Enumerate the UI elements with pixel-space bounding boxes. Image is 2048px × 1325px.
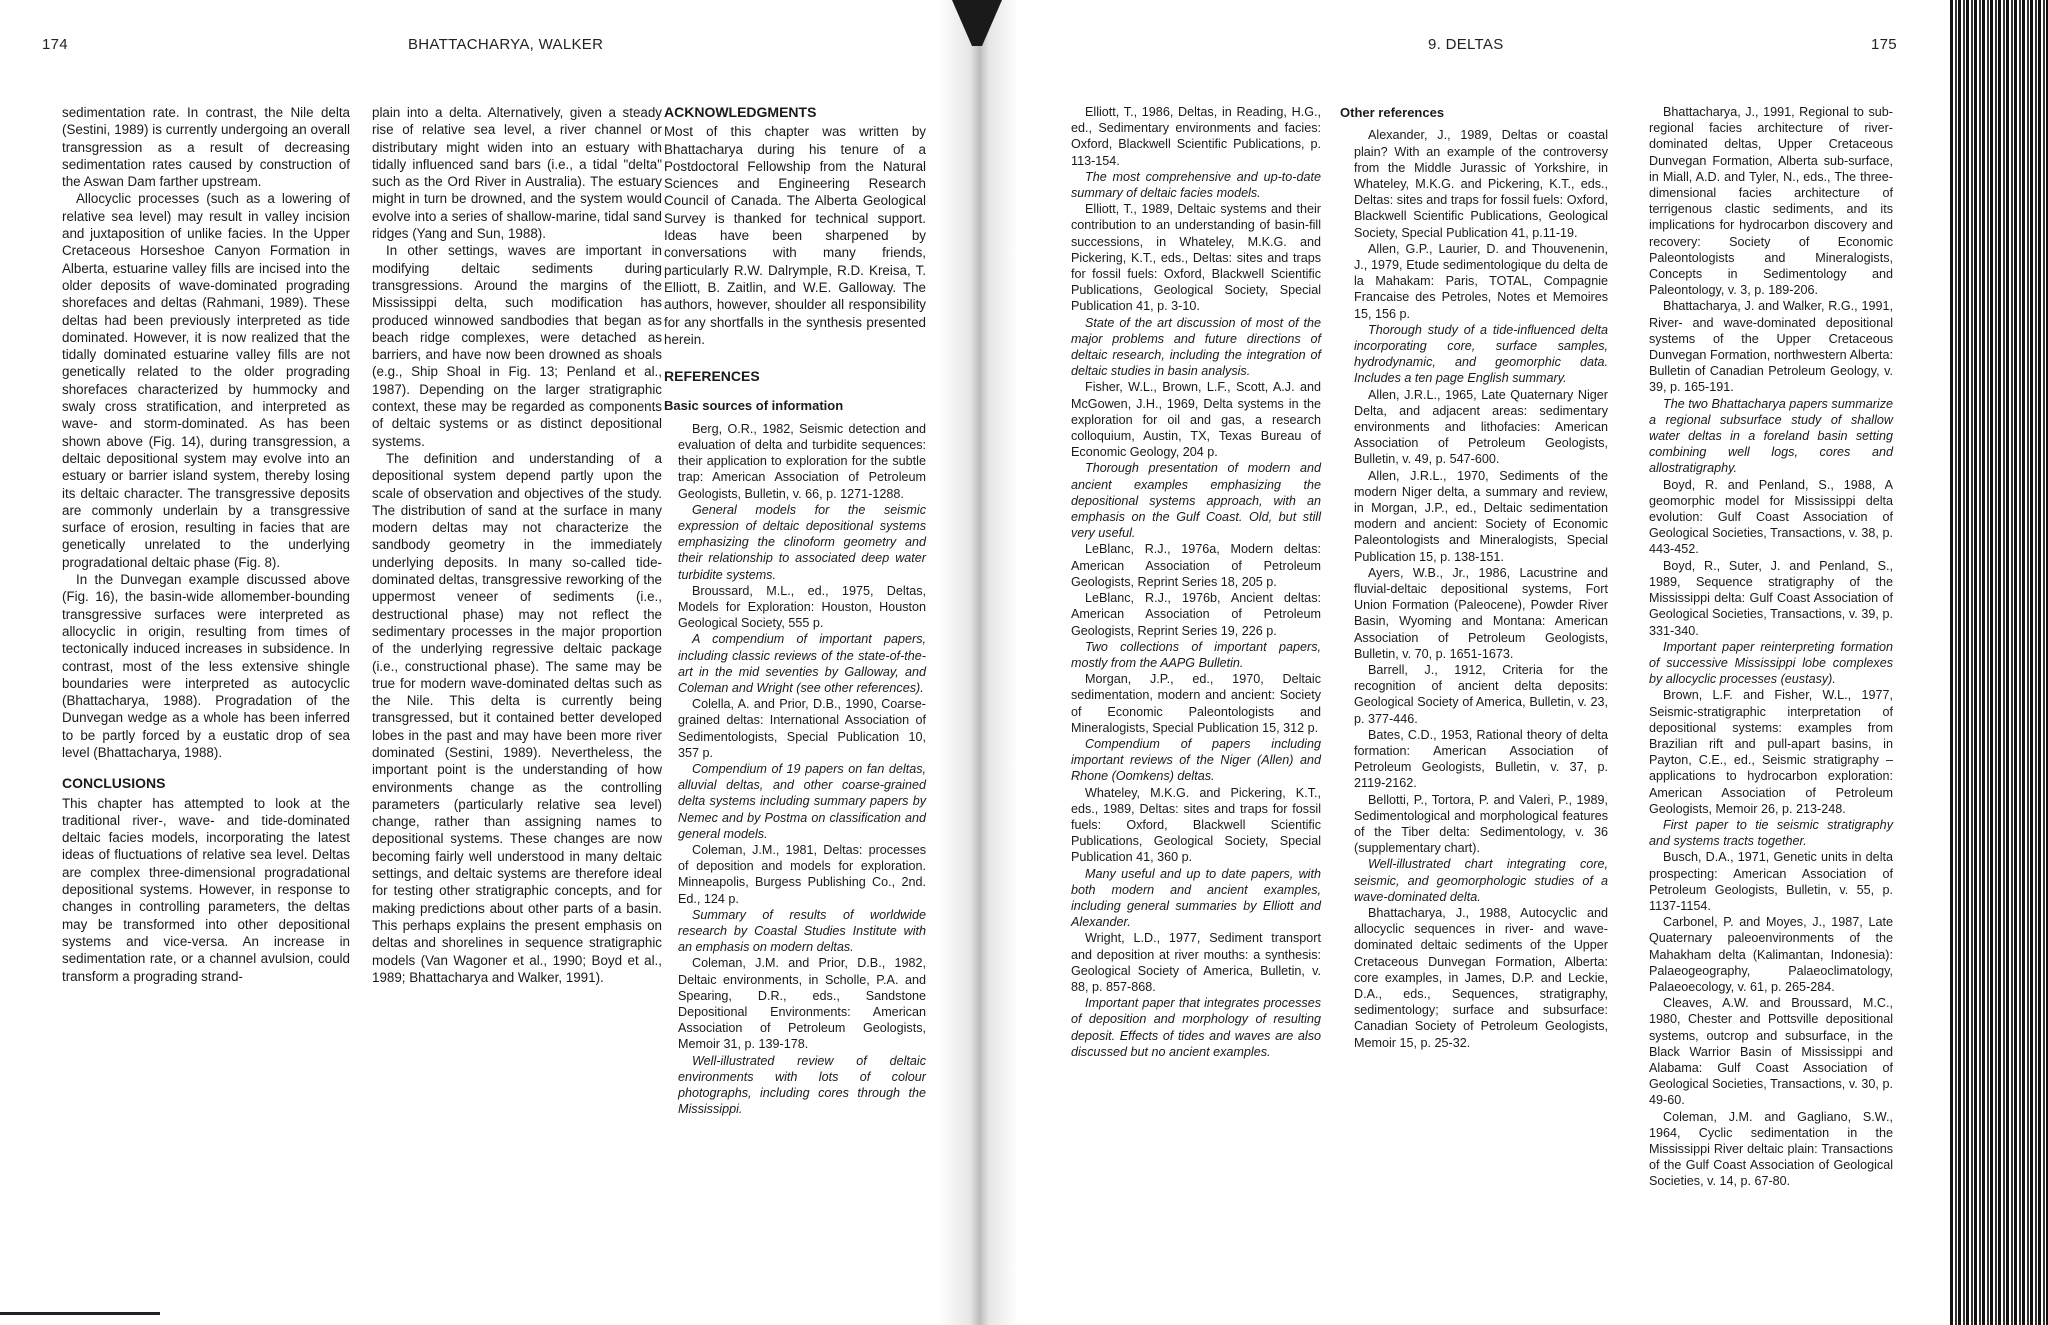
reference-annotation: Many useful and up to date papers, with both modern and ancient examples, including general summaries by Elliott and Alexander. [1071, 866, 1321, 930]
reference-annotation: Important paper reinterpreting formation of successive Mississippi lobe complexes by allocyclic processes (eustasy). [1649, 639, 1893, 687]
reference-entry: Bhattacharya, J. and Walker, R.G., 1991, River- and wave-dominated depositional systems of the Upper Cretaceous Dunvegan Formation, northwestern Alberta: Bulletin of Canadian Petroleum Geology, v. 39, p. 165-191. [1649, 299, 1893, 395]
reference-entry: Coleman, J.M., 1981, Deltas: processes of deposition and models for exploration. Minneapolis, Burgess Publishing Co., 2nd. Ed., 124 p. [678, 843, 926, 906]
reference-entry: Busch, D.A., 1971, Genetic units in delta prospecting: American Association of Petroleum Geologists, Bulletin, v. 55, p. 1137-1154. [1649, 850, 1893, 913]
reference-entry: Ayers, W.B., Jr., 1986, Lacustrine and fluvial-deltaic depositional systems, Fort Union Formation (Paleocene), Powder River Basin, Wyoming and Montana: American Association of Petroleum Geologists, Bulletin, v. 70, p. 1651-1673. [1354, 565, 1608, 661]
reference-entry: Allen, J.R.L., 1970, Sediments of the modern Niger delta, a summary and review, in Morgan, J.P., ed., Deltaic sedimentation modern and ancient: Society of Economic Paleontologists and Mineralogists, Special Publication 15, p. 138-151. [1354, 468, 1608, 564]
reference-entry: Bellotti, P., Tortora, P. and Valeri, P., 1989, Sedimentological and morphological features of the Tiber delta: Sedimentology, v. 36 (supplementary chart). [1354, 792, 1608, 856]
body-paragraph: plain into a delta. Alternatively, given a steady rise of relative sea level, a river channel or distributary might widen into an estuary with tidally influenced sand bars (i.e., a tidal "delta" such as the Ord River in Australia). The estuary might in turn be drowned, and the system would evolve into a series of shallow-marine, tidal sand ridges (Yang and Sun, 1988). [372, 105, 662, 242]
reference-entry: Morgan, J.P., ed., 1970, Deltaic sedimentation, modern and ancient: Society of Economic Paleontologists and Mineralogists, Special Publication 15, 312 p. [1071, 672, 1321, 735]
body-paragraph: sedimentation rate. In contrast, the Nile delta (Sestini, 1989) is currently undergoing an overall transgression as a result of decreasing sedimentation rates caused by construction of the Aswan Dam farther upstream. [62, 105, 350, 190]
reference-entry: Coleman, J.M. and Prior, D.B., 1982, Deltaic environments, in Scholle, P.A. and Spearing, D.R., eds., Sandstone Depositional Environments: American Association of Petroleum Geologists, Memoir 31, p. 139-178. [678, 956, 926, 1052]
reference-entry: Broussard, M.L., ed., 1975, Deltas, Models for Exploration: Houston, Houston Geological Society, 555 p. [678, 583, 926, 631]
reference-annotation: Well-illustrated review of deltaic environments with lots of colour photographs, including cores through the Mississippi. [678, 1053, 926, 1117]
reference-annotation: Summary of results of worldwide research by Coastal Studies Institute with an emphasis on modern deltas. [678, 907, 926, 955]
reference-entry: Whateley, M.K.G. and Pickering, K.T., eds., 1989, Deltas: sites and traps for fossil fuels: Oxford, Blackwell Scientific Publications, Geological Society, Special Publication 41, 360 p. [1071, 785, 1321, 865]
conclusions-heading: CONCLUSIONS [62, 775, 166, 792]
reference-list [1340, 127, 1608, 1051]
page-edge-stripes [1950, 0, 2048, 1325]
reference-list [664, 421, 926, 1118]
reference-entry: LeBlanc, R.J., 1976a, Modern deltas: American Association of Petroleum Geologists, Reprint Series 18, 205 p. [1071, 542, 1321, 589]
reference-annotation: Important paper that integrates processes of deposition and morphology of resulting deposit. Effects of tides and waves are also discussed but no ancient examples. [1071, 996, 1321, 1059]
reference-annotation: Well-illustrated chart integrating core, seismic, and geomorphologic studies of a wave-dominated delta. [1354, 857, 1608, 904]
reference-annotation: State of the art discussion of most of the major problems and future directions of deltaic research, including the integration of deltaic studies in basin analysis. [1071, 315, 1321, 379]
reference-list [1057, 104, 1321, 1060]
reference-entry: LeBlanc, R.J., 1976b, Ancient deltas: American Association of Petroleum Geologists, Reprint Series 19, 226 p. [1071, 591, 1321, 638]
left-column-2 [372, 104, 662, 986]
right-column-2 [1340, 104, 1608, 1051]
reference-entry: Bhattacharya, J., 1988, Autocyclic and allocyclic sequences in river- and wave-dominated deltaic sediments of the Upper Cretaceous Dunvegan Formation, Alberta: core examples, in James, D.P. and Leckie, D.A., eds., Sequences, stratigraphy, sedimentology; surface and subsurface: Canadian Society of Petroleum Geologists, Memoir 15, p. 25-32. [1354, 906, 1608, 1050]
left-column-3 [664, 104, 926, 1117]
left-page-number: 174 [42, 36, 68, 53]
reference-entry: Allen, G.P., Laurier, D. and Thouvenenin, J., 1979, Etude sedimentologique du delta de la Mahakam: Paris, TOTAL, Compagnie Francaise des Petroles, Notes et Memoires 15, 156 p. [1354, 241, 1608, 321]
reference-list [1635, 104, 1893, 1190]
body-paragraph: The definition and understanding of a depositional system depend partly upon the scale of observation and objectives of the study. The distribution of sand at the surface in many modern deltas may not characterize the sandbody geometry in the immediately underlying deposits. In many so-called tide-dominated deltas, transgressive reworking of the uppermost veneer of sediments (i.e., destructional phase) may not reflect the sedimentary processes in the major proportion of the underlying regressive deltaic package (i.e., constructional phase). The same may be true for modern wave-dominated deltas such as the Nile. This delta is currently being transgressed, but it contained better developed lobes in the past and may have been more river dominated (Sestini, 1989). Nevertheless, the important point is the understanding of how environments change as the controlling parameters (particularly relative sea level) change, rather than assigning names to depositional systems. These changes are now becoming fairly well understood in many deltaic settings, and deltaic systems are therefore ideal for testing other stratigraphic concepts, and for making predictions about other parts of a basin. This perhaps explains the present emphasis on deltas and shorelines in sequence stratigraphic models (Van Wagoner et al., 1990; Boyd et al., 1989; Bhattacharya and Walker, 1991). [372, 450, 662, 985]
reference-entry: Elliott, T., 1986, Deltas, in Reading, H.G., ed., Sedimentary environments and facies: Oxford, Blackwell Scientific Publications, p. 113-154. [1071, 105, 1321, 168]
reference-entry: Berg, O.R., 1982, Seismic detection and evaluation of delta and turbidite sequences: their application to exploration for the subtle trap: American Association of Petroleum Geologists, Bulletin, v. 66, p. 1271-1288. [678, 421, 926, 501]
acknowledgments-paragraph: Most of this chapter was written by Bhattacharya during his tenure of a Postdoctoral Fellowship from the Natural Sciences and Engineering Research Council of Canada. The Alberta Geological Survey is thanked for technical support. Ideas have been sharpened by conversations with many friends, particularly R.W. Dalrymple, R.D. Kreisa, T. Elliott, B. Zaitlin, and W.E. Galloway. The authors, however, shoulder all responsibility for any shortfalls in the synthesis presented herein. [664, 124, 926, 347]
other-references-heading: Other references [1340, 105, 1445, 120]
reference-annotation: The most comprehensive and up-to-date summary of deltaic facies models. [1071, 169, 1321, 201]
reference-annotation: A compendium of important papers, including classic reviews of the state-of-the-art in the mid seventies by Galloway, and Coleman and Wright (see other references). [678, 632, 926, 695]
reference-annotation: The two Bhattacharya papers summarize a regional subsurface study of shallow water deltas in a foreland basin setting combining well logs, cores and allostratigraphy. [1649, 396, 1893, 476]
references-heading: REFERENCES [664, 368, 760, 385]
reference-annotation: General models for the seismic expression of deltaic depositional systems emphasizing the clinoform geometry and their relationship to associated deep water turbidite systems. [678, 502, 926, 582]
reference-annotation: Thorough study of a tide-influenced delta incorporating core, surface samples, hydrodynamic, and geomorphic data. Includes a ten page English summary. [1354, 322, 1608, 386]
left-column-1 [62, 104, 350, 985]
reference-annotation: Two collections of important papers, mostly from the AAPG Bulletin. [1071, 639, 1321, 670]
reference-entry: Allen, J.R.L., 1965, Late Quaternary Niger Delta, and adjacent areas: sedimentary environments and lithofacies: American Association of Petroleum Geologists, Bulletin, v. 49, p. 547-600. [1354, 387, 1608, 467]
basic-sources-heading: Basic sources of information [664, 398, 844, 414]
reference-entry: Boyd, R. and Penland, S., 1988, A geomorphic model for Mississippi delta evolution: Gulf Coast Association of Geological Societies, Transactions, v. 38, p. 443-452. [1649, 477, 1893, 557]
reference-entry: Elliott, T., 1989, Deltaic systems and their contribution to an understanding of basin-fill successions, in Whateley, M.K.G. and Pickering, K.T., eds., Deltas: sites and traps for fossil fuels: Oxford, Blackwell Scientific Publications, Geological Society, Special Publication 41, p. 3-10. [1071, 202, 1321, 314]
bottom-edge-rule [0, 1312, 160, 1315]
acknowledgments-heading: ACKNOWLEDGMENTS [664, 104, 817, 120]
body-paragraph: Allocyclic processes (such as a lowering of relative sea level) may result in valley incision and juxtaposition of unlike facies. In the Upper Cretaceous Horseshoe Canyon Formation in Alberta, estuarine valley fills are incised into the older deposits of wave-dominated prograding shorefaces and deltas (Rahmani, 1989). These deltas had been previously interpreted as tide dominated. However, it is now realized that the tidally dominated estuarine valley fills are not genetically related to the older prograding shorefaces characterized by hummocky and swaly cross stratification, and interpreted as wave- and storm-dominated. As has been shown above (Fig. 14), during transgression, a deltaic depositional system may evolve into an estuary or barrier island system, thereby losing its deltaic character. The transgressive deposits are commonly underlain by a transgressive surface of erosion, resulting in facies that are genetically unrelated to the underlying progradational deltaic phase (Fig. 8). [62, 191, 350, 570]
reference-entry: Alexander, J., 1989, Deltas or coastal plain? With an example of the controversy from the Middle Jurassic of Yorkshire, in Whateley, M.K.G. and Pickering, K.T., eds., Deltas: sites and traps for fossil fuels: Oxford, Blackwell Scientific Publications, Geological Society, Special Publication 41, p.11-19. [1354, 128, 1608, 240]
reference-annotation: Compendium of 19 papers on fan deltas, alluvial deltas, and other coarse-grained delta systems including summary papers by Nemec and by Postma on classification and general models. [678, 762, 926, 841]
reference-entry: Bates, C.D., 1953, Rational theory of delta formation: American Association of Petroleum Geologists, Bulletin, v. 37, p. 2119-2162. [1354, 727, 1608, 791]
conclusions-paragraph: This chapter has attempted to look at the traditional river-, wave- and tide-dominated deltaic facies models, incorporating the latest ideas of fluctuations of relative sea level. Deltas are complex three-dimensional progradational depositional systems. However, in response to changes in controlling parameters, the deltas may be transformed into other depositional systems and vice-versa. An increase in sedimentation rate, or a channel avulsion, could transform a prograding strand- [62, 795, 350, 984]
reference-entry: Boyd, R., Suter, J. and Penland, S., 1989, Sequence stratigraphy of the Mississippi delta: Gulf Coast Association of Geological Societies, Transactions, v. 39, p. 331-340. [1649, 558, 1893, 638]
reference-annotation: First paper to tie seismic stratigraphy and systems tracts together. [1649, 817, 1893, 849]
right-page-number: 175 [1871, 36, 1897, 53]
reference-entry: Carbonel, P. and Moyes, J., 1987, Late Quaternary paleoenvironments of the Mahakham delta (Kalimantan, Indonesia): Palaeogeography, Palaeoclimatology, Palaeoecology, v. 61, p. 265-284. [1649, 915, 1893, 994]
reference-entry: Brown, L.F. and Fisher, W.L., 1977, Seismic-stratigraphic interpretation of depositional systems: examples from Brazilian rift and pull-apart basins, in Payton, C.E., ed., Seismic stratigraphy – applications to hydrocarbon exploration: American Association of Petroleum Geologists, Memoir 26, p. 213-248. [1649, 688, 1893, 816]
right-page [985, 0, 2048, 1325]
reference-entry: Wright, L.D., 1977, Sediment transport and deposition at river mouths: a synthesis: Geological Society of America, Bulletin, v. 88, p. 857-868. [1071, 931, 1321, 994]
body-paragraph: In the Dunvegan example discussed above (Fig. 16), the basin-wide allomember-bounding transgressive surfaces were interpreted as allocyclic in origin, resulting from times of tectonically induced increases in subsidence. In contrast, most of the less extensive shingle boundaries were interpreted as autocyclic (Bhattacharya, 1988). Progradation of the Dunvegan wedge as a whole has been inferred to be partly forced by a eustatic drop of sea level (Bhattacharya, 1988). [62, 572, 350, 760]
reference-entry: Fisher, W.L., Brown, L.F., Scott, A.J. and McGowen, J.H., 1969, Delta systems in the exploration for oil and gas, a research colloquium, Austin, TX, Texas Bureau of Economic Geology, 204 p. [1071, 380, 1321, 460]
body-paragraph: In other settings, waves are important in modifying deltaic sediments during transgressions. Around the margins of the Mississippi delta, such modification has produced winnowed sandbodies that began as beach ridge complexes, were detached as barriers, and have now been drowned as shoals (e.g., Ship Shoal in Fig. 13; Penland et al., 1987). Depending on the larger stratigraphic context, these may be regarded as components of deltaic systems or as distinct depositional systems. [372, 243, 662, 449]
right-column-3 [1635, 104, 1893, 1190]
reference-annotation: Compendium of papers including important reviews of the Niger (Allen) and Rhone (Oomkens) deltas. [1071, 736, 1321, 784]
reference-entry: Colella, A. and Prior, D.B., 1990, Coarse-grained deltas: International Association of Sedimentologists, Special Publication 10, 357 p. [678, 697, 926, 760]
reference-entry: Bhattacharya, J., 1991, Regional to sub-regional facies architecture of river-dominated deltas, Upper Cretaceous Dunvegan Formation, Alberta sub-surface, in Miall, A.D. and Tyler, N., eds., The three-dimensional facies architecture of terrigenous clastic sediments, and its implications for hydrocarbon discovery and recovery: Society of Economic Paleontologists and Mineralogists, Concepts in Sedimentology and Paleontology, v. 3, p. 189-206. [1649, 105, 1893, 298]
reference-annotation: Thorough presentation of modern and ancient examples emphasizing the depositional systems approach, with an emphasis on the Gulf Coast. Old, but still very useful. [1071, 461, 1321, 541]
reference-entry: Barrell, J., 1912, Criteria for the recognition of ancient delta deposits: Geological Society of America, Bulletin, v. 23, p. 377-446. [1354, 663, 1608, 726]
left-running-head: BHATTACHARYA, WALKER [408, 36, 604, 53]
reference-entry: Cleaves, A.W. and Broussard, M.C., 1980, Chester and Pottsville depositional systems, outcrop and subsurface, in the Black Warrior Basin of Mississippi and Alabama: Gulf Coast Association of Geological Societies, Transactions, v. 30, p. 49-60. [1649, 996, 1893, 1108]
right-running-head: 9. DELTAS [1428, 36, 1504, 53]
right-column-1 [1057, 104, 1321, 1060]
left-page [0, 0, 985, 1325]
reference-entry: Coleman, J.M. and Gagliano, S.W., 1964, Cyclic sedimentation in the Mississippi River deltaic plain: Transactions of the Gulf Coast Association of Geological Societies, v. 14, p. 67-80. [1649, 1109, 1893, 1189]
